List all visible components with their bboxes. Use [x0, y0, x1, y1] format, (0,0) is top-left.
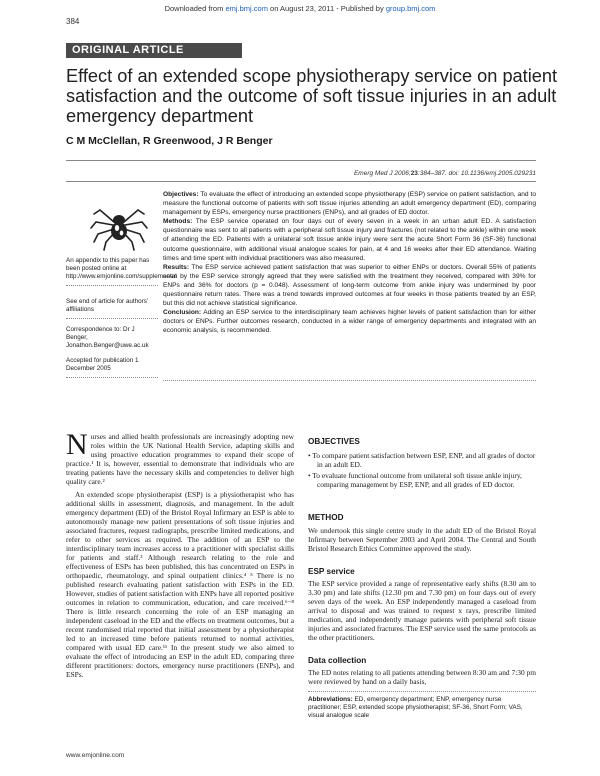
citation [300, 170, 536, 177]
sidebar-divider [66, 285, 158, 286]
correspondence-note [66, 326, 158, 350]
citation-pages: :384–387. doi: 10.1136/emj.2005.029231 [417, 170, 536, 177]
accepted-text: Accepted for publication 1 December 2005 [66, 357, 139, 372]
article-title: Effect of an extended scope physiotherapy service on patient satisfaction and the outcome of soft tissue injuries in an adult emergency department [66, 66, 558, 126]
citation-volume: 23 [410, 170, 418, 177]
abstract-methods: Methods: The ESP service operated on four days out of every seven in a week in an urban adult ED. A satisfaction questionnaire was sent to all patients with a peripheral soft tissue injury and fractures (not related to the ankle) within one week of attending the ED. Patients with a unilateral soft tissue ankle injury were sent the acute Short Form 36 (SF-36) functional outcome questionnaire, with additional visual analogue scales for pain, at 4 and 16 weeks after their ED attendance. Waiting times and time spent with individual practitioners was also measured. [163, 218, 536, 262]
download-middle: on August 23, 2011 - Published by [267, 4, 386, 13]
citation-rule [66, 181, 536, 182]
affiliations-note-text: See end of article for authors’ affiliations [66, 298, 149, 313]
sidebar-divider [66, 318, 158, 319]
right-column [308, 437, 536, 720]
esp-service-text: The ESP service provided a range of representative early shifts (8.30 am to 3.30 pm) and late shifts (12.30 pm and 7.30 pm) on four days out of every seven days of the week. An ESP independently managed a caseload from arrival to disposal and was trained to request x rays, prescribe limited medication, and independently manage patients with peripheral soft tissue injuries and associated fractures. The ESP service used the same protocols as the other practitioners. [308, 579, 536, 642]
abbreviations-rule [308, 691, 536, 692]
article-authors: C M McClellan, R Greenwood, J R Benger [66, 135, 273, 147]
esp-service-heading: ESP service [308, 567, 355, 576]
data-collection-section [308, 668, 536, 686]
spider-icon [88, 200, 150, 252]
footer-url[interactable]: www.emjonline.com [66, 752, 125, 759]
esp-service-section [308, 579, 536, 642]
intro-paragraph-2: An extended scope physiotherapist (ESP) is a physiotherapist who has additional skills in assessment, diagnosis, and management. In the adult emergency department (ED) of the Bristol Royal Infirmary an ESP is able to autonomously manage new patient presentations of soft tissue injuries and associated fractures, request radiographs, prescribe limited medications, and refer to other services as required. The addition of an ESP to the interdisciplinary team increases access to a practitioner with specialist skills for patients and staff.³ Although research relating to the role and effectiveness of ESPs has been published, this has concentrated on ESPs in orthopaedic, rheumatology, and spinal outpatient clinics.⁴ ⁵ There is no published research evaluating patient satisfaction with ESPs in the ED. However, studies of patient satisfaction with ENPs have all reported positive outcomes in relation to communication, education, and care received.⁶⁻⁸ There is little research concerning the role of an ESP managing an independent caseload in the ED and the effects on treatment outcomes, but a recent randomised trial reported that initial assessment by a physiotherapist led to an increased time before patients returned to normal activities, compared with usual ED care.¹¹ In the present study we also aimed to evaluate the effect of introducing an ESP in the adult ED, comparing three different practitioners: doctors, emergency nurse practitioners (ENPs), and ESPs. [66, 490, 294, 679]
abstract-end-rule [163, 380, 536, 381]
download-prefix: Downloaded from [164, 4, 226, 13]
appendix-note-text: An appendix to this paper has been posted online at http://www.emjonline.com/supplemental [66, 257, 177, 280]
objectives-list [308, 451, 536, 489]
list-item: • To evaluate functional outcome from unilateral soft tissue ankle injury, comparing management by ESP, ENP, and all grades of ED doctor. [308, 471, 522, 489]
page-number: 384 [66, 17, 80, 26]
download-notice [0, 4, 600, 13]
citation-journal: Emerg Med J [353, 170, 393, 177]
appendix-note [66, 257, 177, 286]
data-collection-text: The ED notes relating to all patients attending between 8:30 am and 7:30 pm were reviewed by hand on a daily basis, [308, 668, 536, 686]
sidebar-divider [66, 377, 158, 378]
abstract-conclusion: Conclusion: Adding an ESP service to the interdisciplinary team achieves higher levels of patient satisfaction than for either doctors or ENPs. Further outcomes research, conducted in a wider range of emergency departments and integrated with an economic analysis, is recommended. [163, 309, 536, 335]
data-collection-heading: Data collection [308, 656, 367, 665]
abstract [163, 190, 536, 336]
objectives-heading: OBJECTIVES [308, 437, 360, 446]
abstract-objectives: Objectives: To evaluate the effect of introducing an extended scope physiotherapy (ESP) service on patient satisfaction, and to measure the functional outcome of patients with soft tissue injuries attending an adult emergency department (ED), comparing management by ESPs, emergency nurse practitioners (ENPs), and all grades of ED doctor. [163, 191, 536, 217]
abbreviations [308, 696, 536, 720]
intro-paragraph-1: Nurses and allied health professionals are increasingly adopting new roles within the UK National Health Service, adapting skills and using proactive education programmes to expand their scope of practice.¹ It is, however, essential to demonstrate that individuals who are treating patients have the necessary skills and competencies to deliver high quality care.² [66, 428, 294, 486]
abbreviations-label: Abbreviations: [308, 696, 353, 703]
citation-details: 2006; [392, 170, 411, 177]
abstract-results: Results: The ESP service achieved patient satisfaction that was superior to either ENPs or doctors. Overall 55% of patients seen by the ESP service strongly agreed that they were satisfied with the treatment they received, compared with 39% for ENPs and 36% for doctors (p = 0.048). Assessment of long-term outcome from ankle injury was undermined by poor questionnaire return rates. There was a trend towards improved outcomes at four weeks in those patients treated by an ESP, but this did not achieve statistical significance. [163, 263, 536, 308]
drop-cap: N [66, 428, 88, 461]
header-rule [66, 160, 536, 161]
abbreviations-text: ED, emergency department; ENP, emergency nurse practitioner; ESP, extended scope physiotherapist; SF-36, Short Form; VAS, visual analogue scale [308, 696, 523, 719]
method-section [308, 526, 536, 553]
source-link[interactable]: emj.bmj.com [225, 4, 268, 13]
accepted-note [66, 357, 158, 378]
method-heading: METHOD [308, 513, 344, 522]
correspondence-text: Correspondence to: Dr J Benger, Jonathon.Benger@uwe.ac.uk [66, 326, 149, 349]
list-item: • To compare patient satisfaction between ESP, ENP, and all grades of doctor in an adult ED. [308, 451, 536, 469]
section-label: ORIGINAL ARTICLE [66, 43, 242, 58]
intro-column [66, 428, 294, 679]
affiliations-note [66, 298, 158, 319]
method-text: We undertook this single centre study in the adult ED of the Bristol Royal Infirmary between September 2003 and April 2004. The Central and South Bristol Research Ethics Committee approved the study. [308, 526, 536, 553]
publisher-link[interactable]: group.bmj.com [385, 4, 436, 13]
